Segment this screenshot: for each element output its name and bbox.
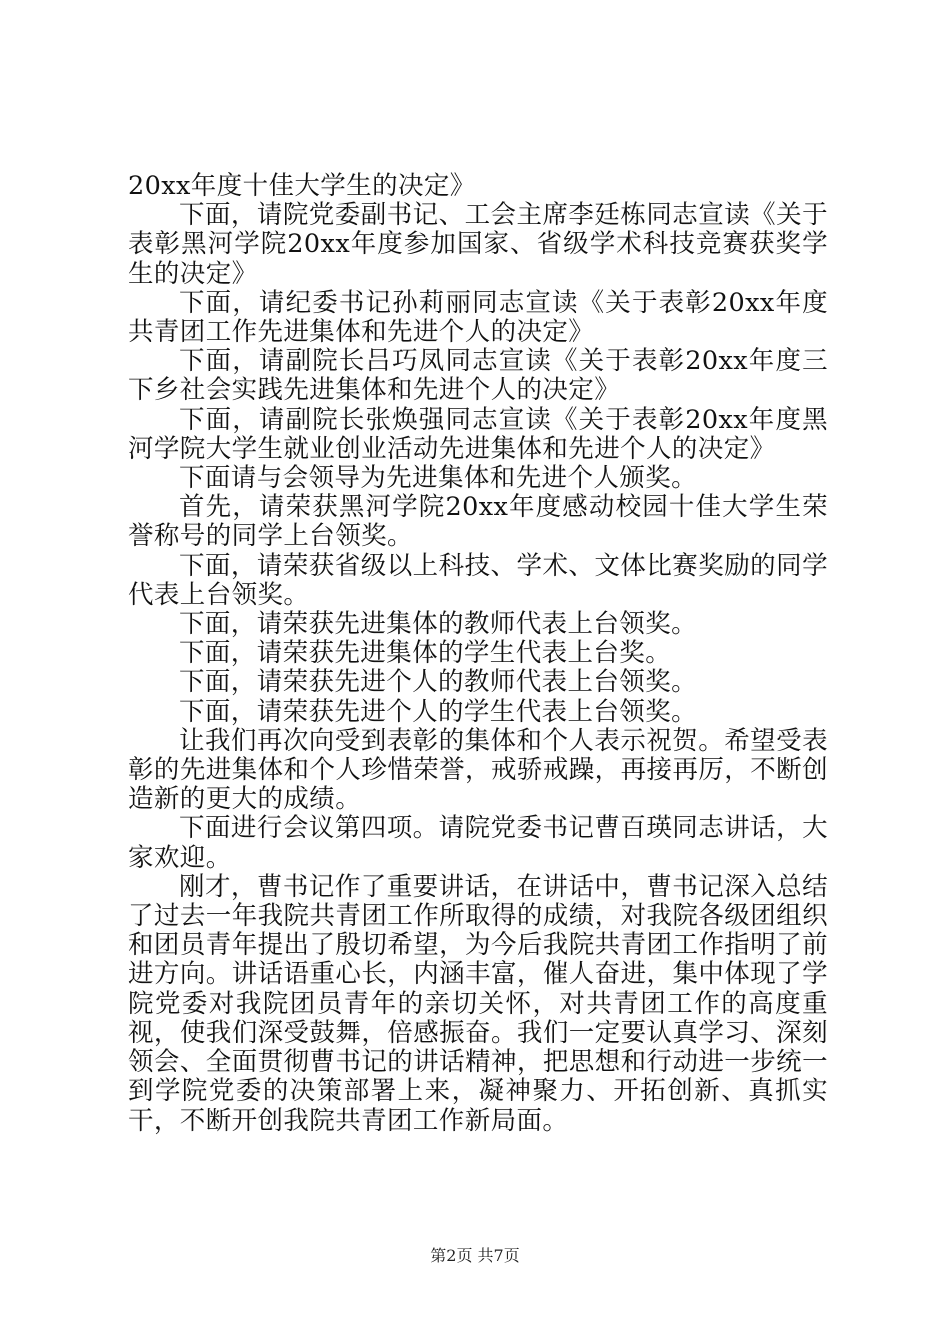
paragraph: 下面，请荣获先进个人的教师代表上台领奖。: [179, 667, 698, 698]
paragraph: 下面，请荣获先进集体的教师代表上台领奖。: [179, 609, 698, 640]
paragraph: 下面，请副院长张焕强同志宣读《关于表彰20xx年度黑河学院大学生就业创业活动先进集体和先进个人的决定》: [128, 404, 828, 464]
paragraph: 下面请与会领导为先进集体和先进个人颁奖。: [179, 463, 698, 494]
page-number-footer: 第2页 共7页: [430, 1246, 520, 1265]
paragraph: 让我们再次向受到表彰的集体和个人表示祝贺。希望受表彰的先进集体和个人珍惜荣誉，戒骄戒躁，再接再厉，不断创造新的更大的成绩。: [128, 725, 828, 815]
paragraph: 20xx年度十佳大学生的决定》: [128, 171, 476, 201]
paragraph: 下面，请纪委书记孙莉丽同志宣读《关于表彰20xx年度共青团工作先进集体和先进个人的决定》: [128, 287, 828, 348]
paragraph: 下面，请荣获省级以上科技、学术、文体比赛奖励的同学代表上台领奖。: [128, 550, 828, 610]
paragraph: 首先，请荣获黑河学院20xx年度感动校园十佳大学生荣誉称号的同学上台领奖。: [128, 492, 828, 552]
document-body: [128, 172, 828, 1136]
paragraph: 下面进行会议第四项。请院党委书记曹百瑛同志讲话，大家欢迎。: [128, 813, 828, 873]
paragraph: 刚才，曹书记作了重要讲话，在讲话中，曹书记深入总结了过去一年我院共青团工作所取得的成绩，对我院各级团组织和团员青年提出了殷切希望，为今后我院共青团工作指明了前进方向。讲话语重心长，内涵丰富，催人奋进，集中体现了学院党委对我院团员青年的亲切关怀，对共青团工作的高度重视，使我们深受鼓舞，倍感振奋。我们一定要认真学习、深刻领会、全面贯彻曹书记的讲话精神，把思想和行动进一步统一到学院党委的决策部署上来，凝神聚力、开拓创新、真抓实干，不断开创我院共青团工作新局面。: [128, 871, 828, 1136]
paragraph: 下面，请荣获先进个人的学生代表上台领奖。: [179, 696, 698, 727]
paragraph: 下面，请副院长吕巧凤同志宣读《关于表彰20xx年度三下乡社会实践先进集体和先进个人的决定》: [128, 346, 828, 406]
paragraph: 下面，请院党委副书记、工会主席李廷栋同志宣读《关于表彰黑河学院20xx年度参加国家、省级学术科技竞赛获奖学生的决定》: [128, 200, 828, 289]
paragraph: 下面，请荣获先进集体的学生代表上台奖。: [179, 638, 672, 669]
